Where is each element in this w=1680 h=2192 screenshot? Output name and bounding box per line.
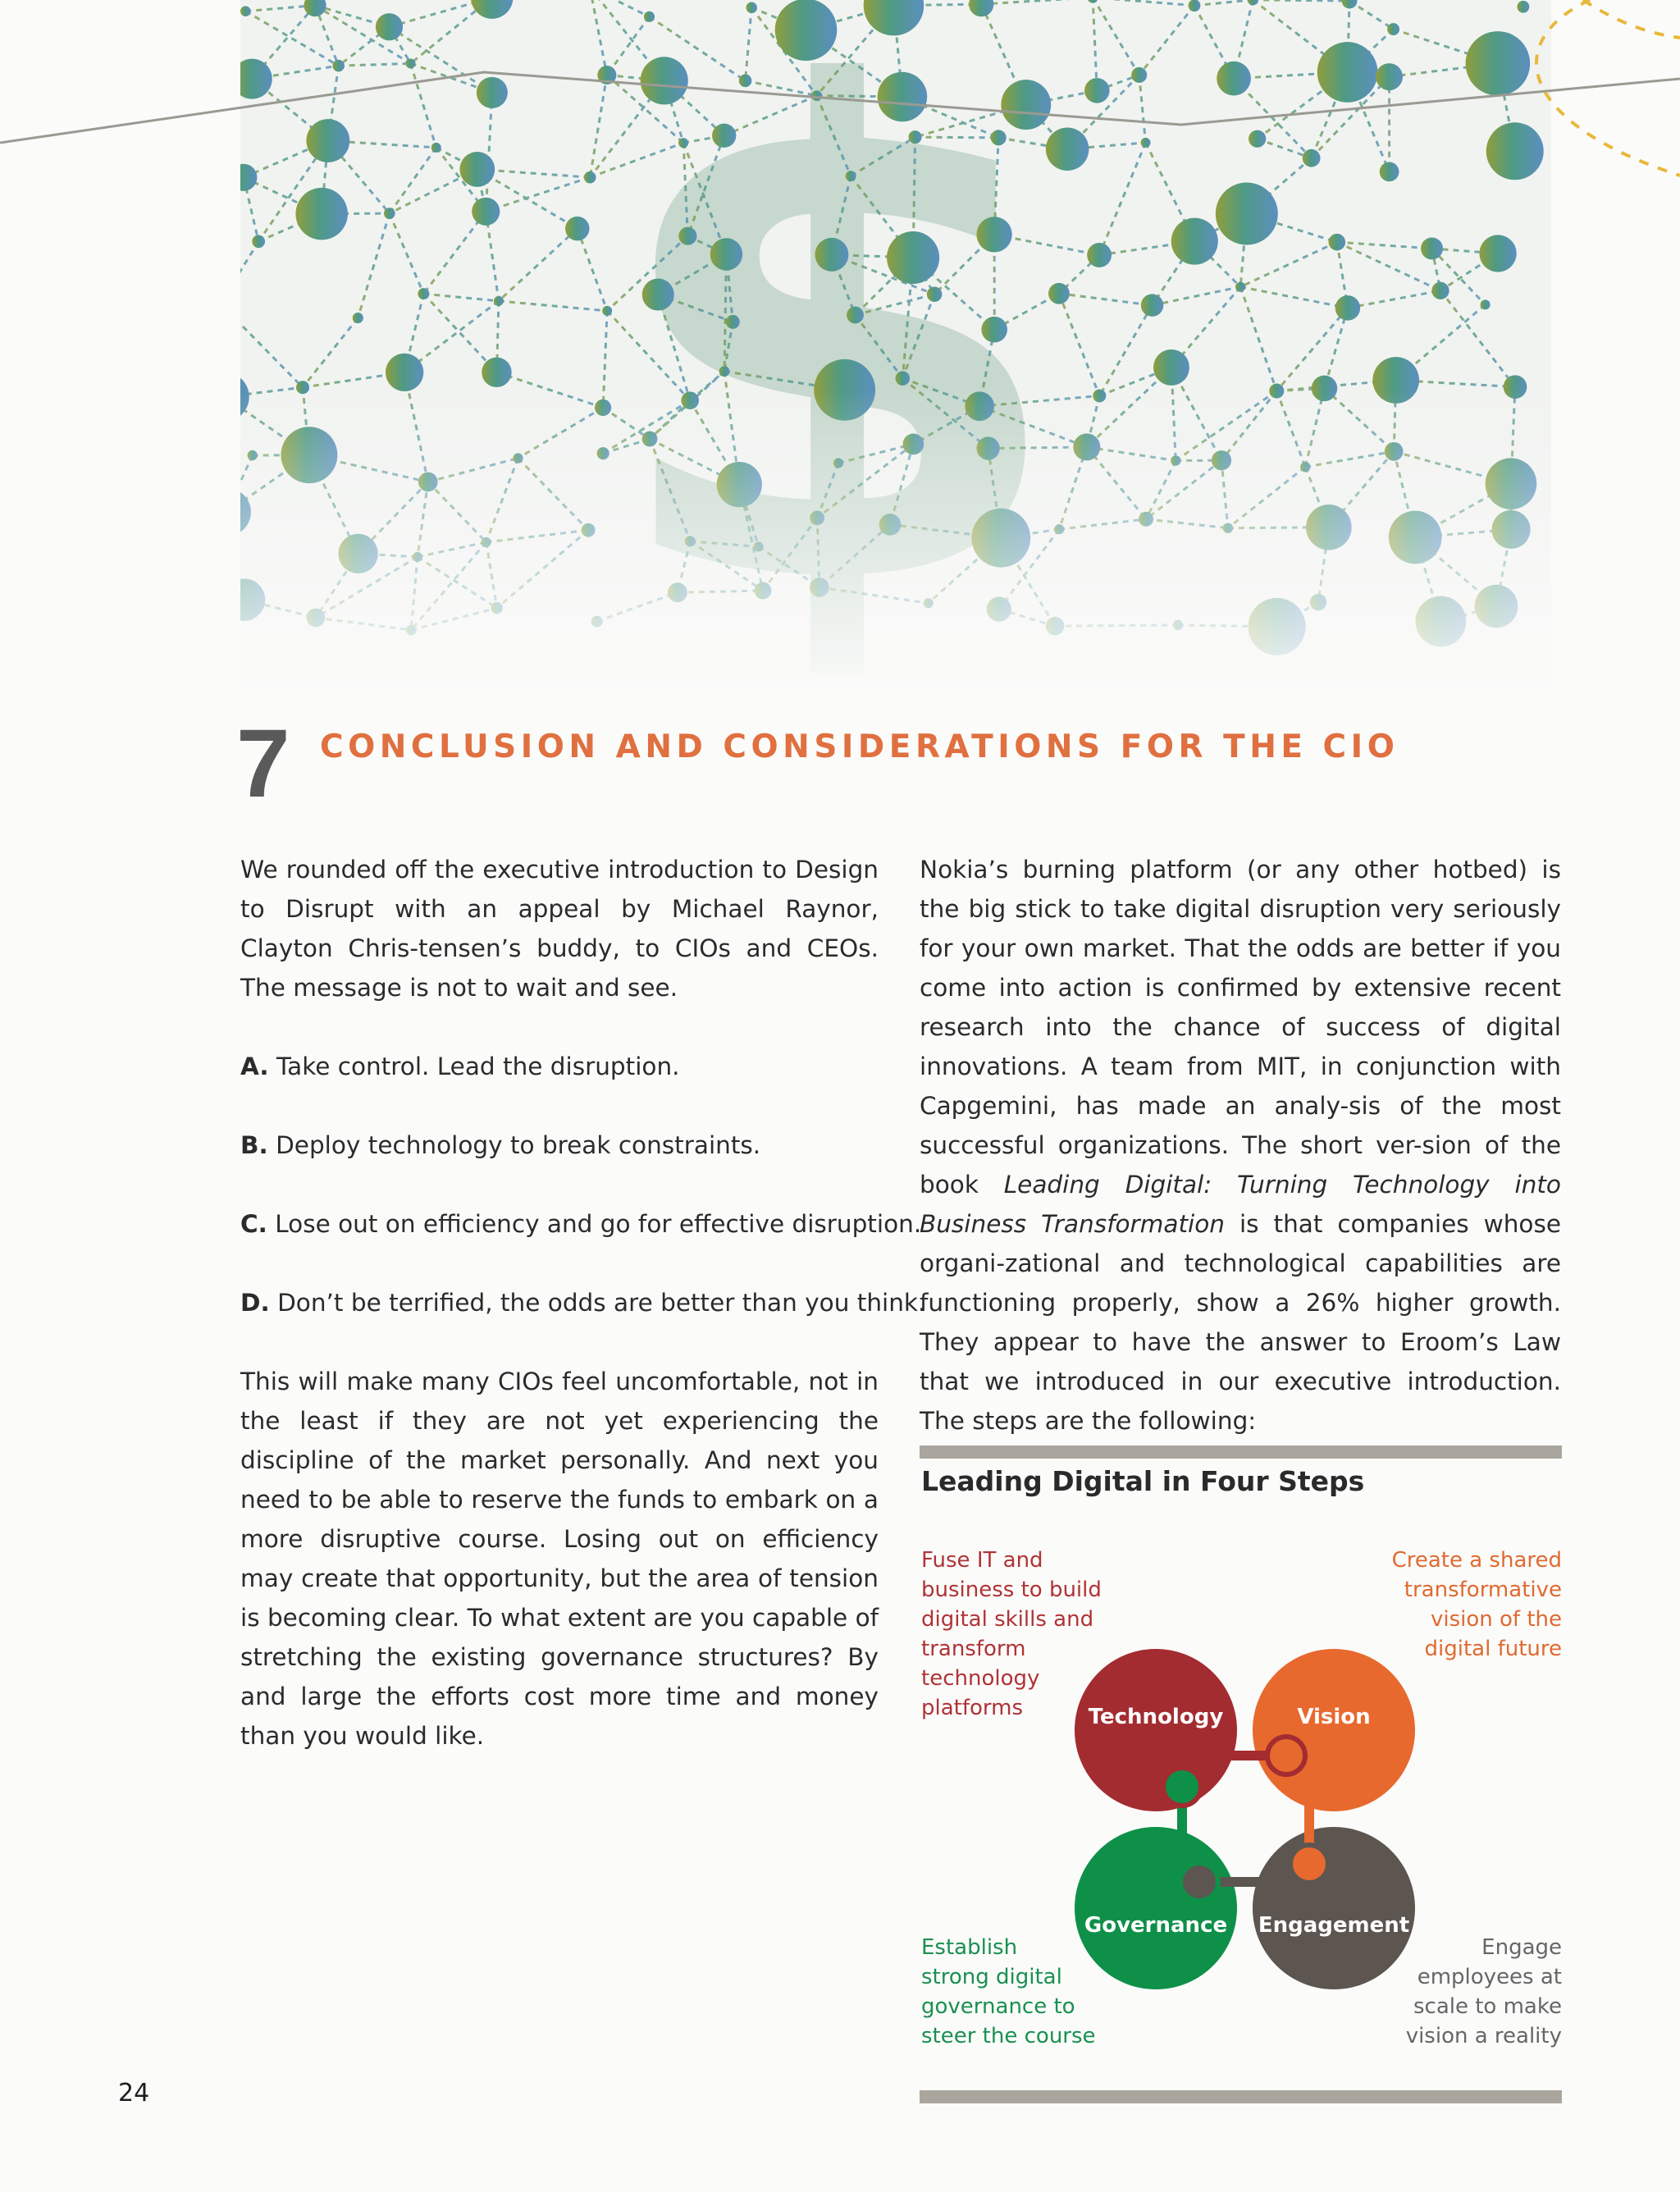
caption-line: Establish (921, 1935, 1018, 1960)
list-marker: B. (240, 1131, 268, 1159)
body-paragraph (920, 850, 1561, 1441)
caption-line: steer the course (921, 2024, 1096, 2048)
caption-line: transform (921, 1637, 1026, 1661)
governance-label: Governance (1084, 1913, 1228, 1938)
caption-line: technology (921, 1666, 1040, 1691)
connector-node-technology (1163, 1768, 1201, 1806)
technology-circle (1075, 1649, 1237, 1811)
caption-line: scale to make (1413, 1994, 1562, 2019)
connector-node-engagement (1290, 1845, 1328, 1883)
intro-paragraph: We rounded off the executive introduction to Design to Disrupt with an appeal by Michael Raynor, Clayton Chris-tensen’s buddy, to CIOs and CEOs. The message is not to wait and see. (240, 856, 879, 1002)
caption-line: transformative (1404, 1578, 1562, 1602)
caption-line: strong digital (921, 1965, 1062, 1989)
caption-line: vision a reality (1405, 2024, 1562, 2048)
list-marker: C. (240, 1210, 267, 1238)
right-column (920, 850, 1561, 1441)
list-item (240, 1283, 926, 1322)
box-top-rule (920, 1445, 1562, 1459)
chapter-title: CONCLUSION AND CONSIDERATIONS FOR THE CIO (320, 728, 1399, 765)
caption-line: digital future (1424, 1637, 1562, 1661)
closing-paragraph: This will make many CIOs feel uncomfortable, not in the least if they are not yet experiencing the discipline of the market personally. And next you need to be able to reserve the funds to embark on a more disruptive course. Losing out on efficiency may create that opportunity, but the area of tension is becoming clear. To what extent are you capable of stretching the existing governance structures? By and large the efforts cost more time and money than you would like. (240, 1368, 879, 1750)
engagement-circle (1253, 1827, 1415, 1989)
caption-line: platforms (921, 1696, 1024, 1720)
list-item-text: Lose out on efficiency and go for effective disruption. (275, 1210, 922, 1238)
list-item (240, 1126, 879, 1165)
technology-label: Technology (1088, 1705, 1224, 1729)
left-column (240, 850, 926, 1756)
box-title: Leading Digital in Four Steps (921, 1465, 1365, 1497)
connector-node-governance (1180, 1863, 1218, 1901)
page-number: 24 (118, 2079, 150, 2108)
caption-line: digital skills and (921, 1607, 1094, 1632)
list-item-text: Don’t be terrified, the odds are better than you think. (277, 1289, 926, 1317)
list-item (240, 1047, 879, 1086)
engagement-caption (1406, 1933, 1562, 2051)
chapter-number: 7 (236, 710, 290, 818)
body-text-part1: Nokia’s burning platform (or any other hotbed) is the big stick to take digital disruption very seriously for your own market. That the odds are better if you come into action is confirmed by extensive recent research into the chance of success of digital innovations. A team from MIT, in conjunction with Capgemini, has made an analy-sis of the most successful organizations. The short ver-sion of the book (920, 856, 1561, 1199)
network-node (210, 294, 231, 314)
caption-line: vision of the (1430, 1607, 1562, 1632)
list-item (240, 1204, 922, 1244)
network-header-illustration (0, 0, 1680, 706)
list-marker: A. (240, 1053, 269, 1080)
engagement-label: Engagement (1258, 1913, 1410, 1938)
governance-circle (1075, 1827, 1237, 1989)
caption-line: employees at (1417, 1965, 1562, 1989)
caption-line: Fuse IT and (921, 1548, 1043, 1573)
caption-line: governance to (921, 1994, 1075, 2019)
caption-line: business to build (921, 1578, 1102, 1602)
four-steps-diagram (1066, 1641, 1427, 2002)
box-bottom-rule (920, 2090, 1562, 2103)
body-text-part2: is that companies whose organi-zational and technological capabilities are functioning properly, show a 26% higher growth. They appear to have the answer to Eroom’s Law that we introduced in our executive introduction. The steps are the following: (920, 1210, 1561, 1435)
decorative-dashed-arc (1536, 0, 1680, 176)
vision-label: Vision (1297, 1705, 1371, 1729)
vision-circle (1253, 1649, 1415, 1811)
caption-line: Create a shared (1391, 1548, 1562, 1573)
list-item-text: Deploy technology to break constraints. (276, 1131, 761, 1159)
connector-node-vision (1267, 1737, 1305, 1774)
list-item-text: Take control. Lead the disruption. (276, 1053, 680, 1080)
list-marker: D. (240, 1289, 270, 1317)
caption-line: Engage (1481, 1935, 1562, 1960)
book-title: Leading Digital: Turning Technology into Business Transformation (920, 1171, 1561, 1238)
